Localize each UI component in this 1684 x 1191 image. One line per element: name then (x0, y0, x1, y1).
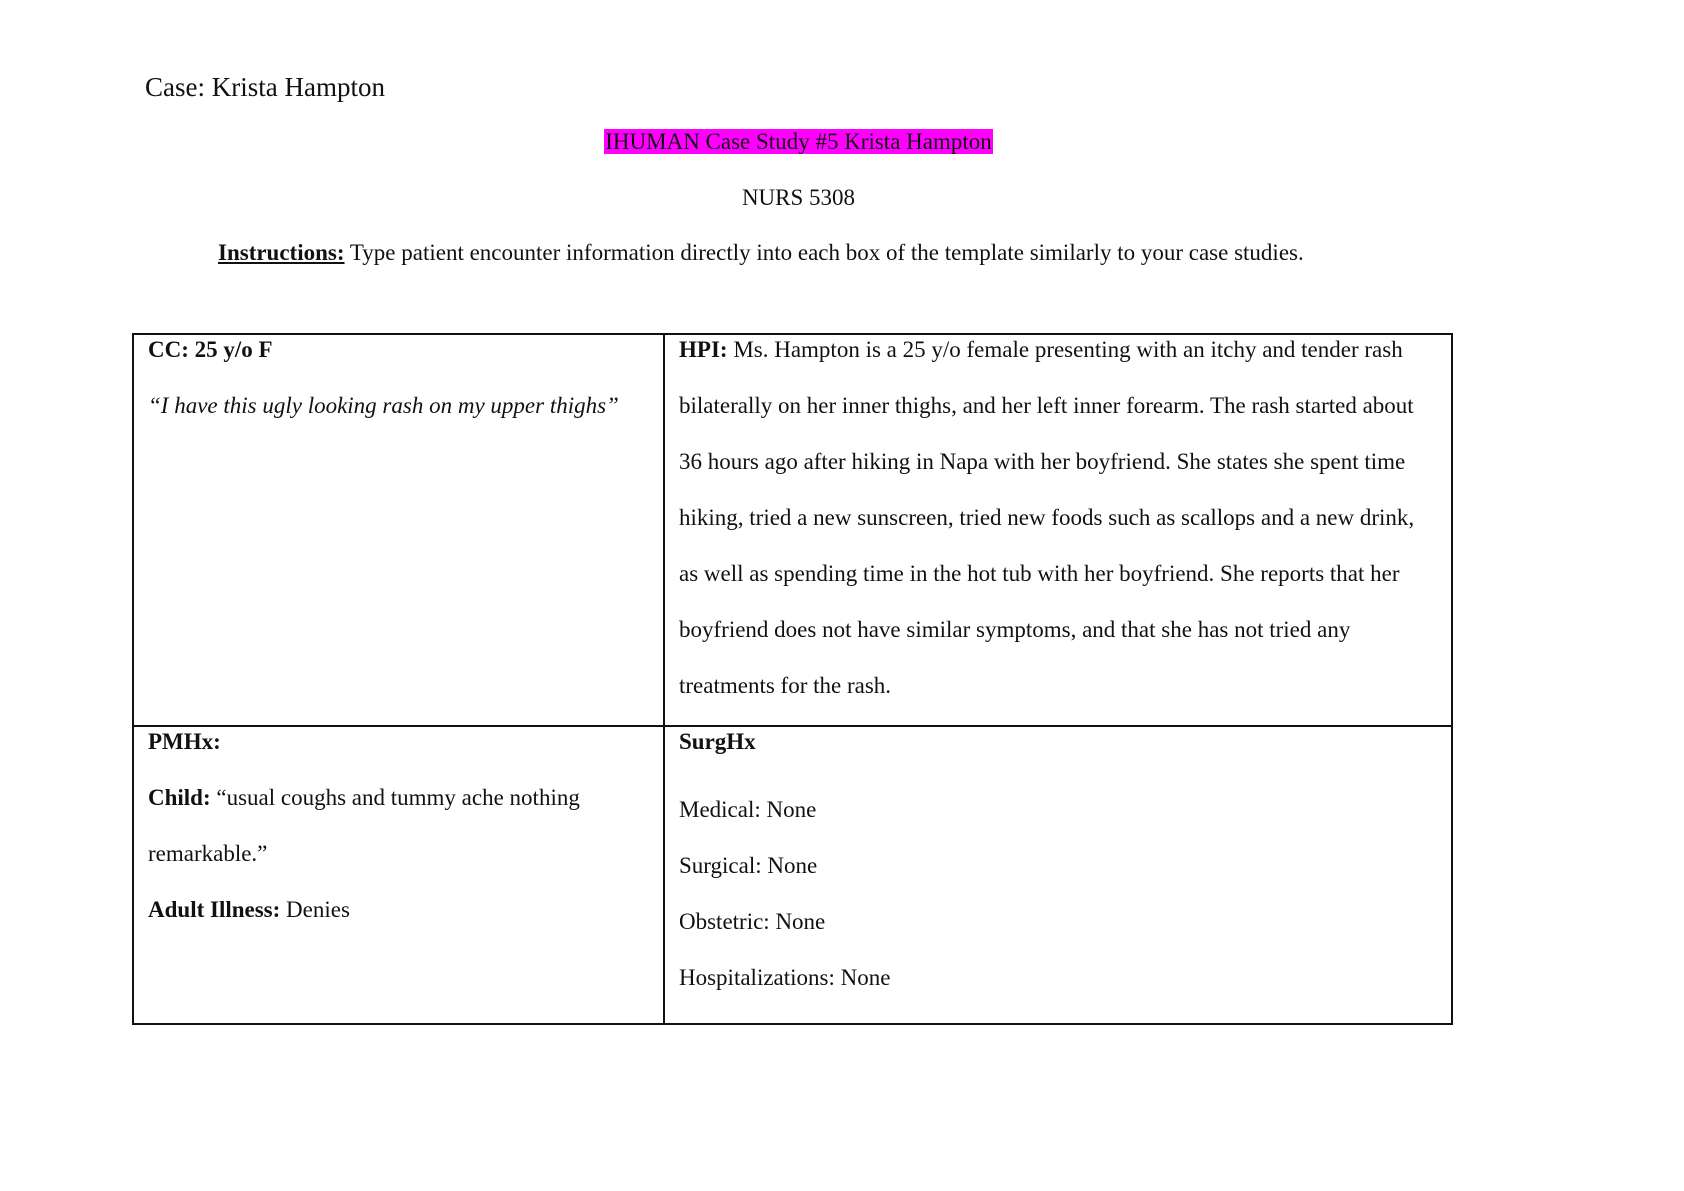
surghx-label: SurgHx (679, 729, 756, 754)
instructions-label: Instructions: (218, 240, 345, 265)
hpi-cell (664, 334, 1452, 726)
study-title (0, 127, 1597, 157)
course-code: NURS 5308 (741, 185, 856, 210)
study-title-highlight: IHUMAN Case Study #5 Krista Hampton (605, 129, 992, 154)
pmhx-child (148, 770, 651, 882)
case-title: Case: Krista Hampton (145, 72, 385, 102)
pmhx-child-text: “usual coughs and tummy ache nothing remarkable.” (148, 785, 580, 866)
pmhx-adult (148, 896, 651, 924)
surghx-surgical: Surgical: None (679, 853, 818, 878)
pmhx-child-label: Child: (148, 785, 211, 810)
hpi-paragraph (679, 322, 1439, 714)
cc-quote: “I have this ugly looking rash on my upper thighs” (148, 393, 619, 418)
pmhx-cell (133, 726, 664, 1024)
surghx-hospitalizations: Hospitalizations: None (679, 965, 891, 990)
surghx-medical: Medical: None (679, 797, 817, 822)
hpi-label: HPI: (679, 337, 728, 362)
cc-label: CC: 25 y/o F (148, 337, 273, 362)
pmhx-adult-text: Denies (280, 897, 350, 922)
instructions-text: Type patient encounter information directly into each box of the template similarly to your case studies. (344, 240, 1304, 265)
encounter-table (132, 333, 1453, 1025)
surghx-obstetric: Obstetric: None (679, 909, 826, 934)
table-row (133, 334, 1452, 726)
instructions (218, 238, 1304, 268)
pmhx-label: PMHx: (148, 729, 221, 754)
cc-cell (133, 334, 664, 726)
hpi-text: Ms. Hampton is a 25 y/o female presenting with an itchy and tender rash bilaterally on her inner thighs, and her left inner forearm. The rash started about 36 hours ago after hiking in Napa with her boyfriend. She states she spent time hiking, tried a new sunscreen, tried new foods such as scallops and a new drink, as well as spending time in the hot tub with her boyfriend. She reports that her boyfriend does not have similar symptoms, and that she has not tried any treatments for the rash. (679, 337, 1415, 698)
pmhx-adult-label: Adult Illness: (148, 897, 281, 922)
surghx-cell (664, 726, 1452, 1024)
table-row (133, 726, 1452, 1024)
